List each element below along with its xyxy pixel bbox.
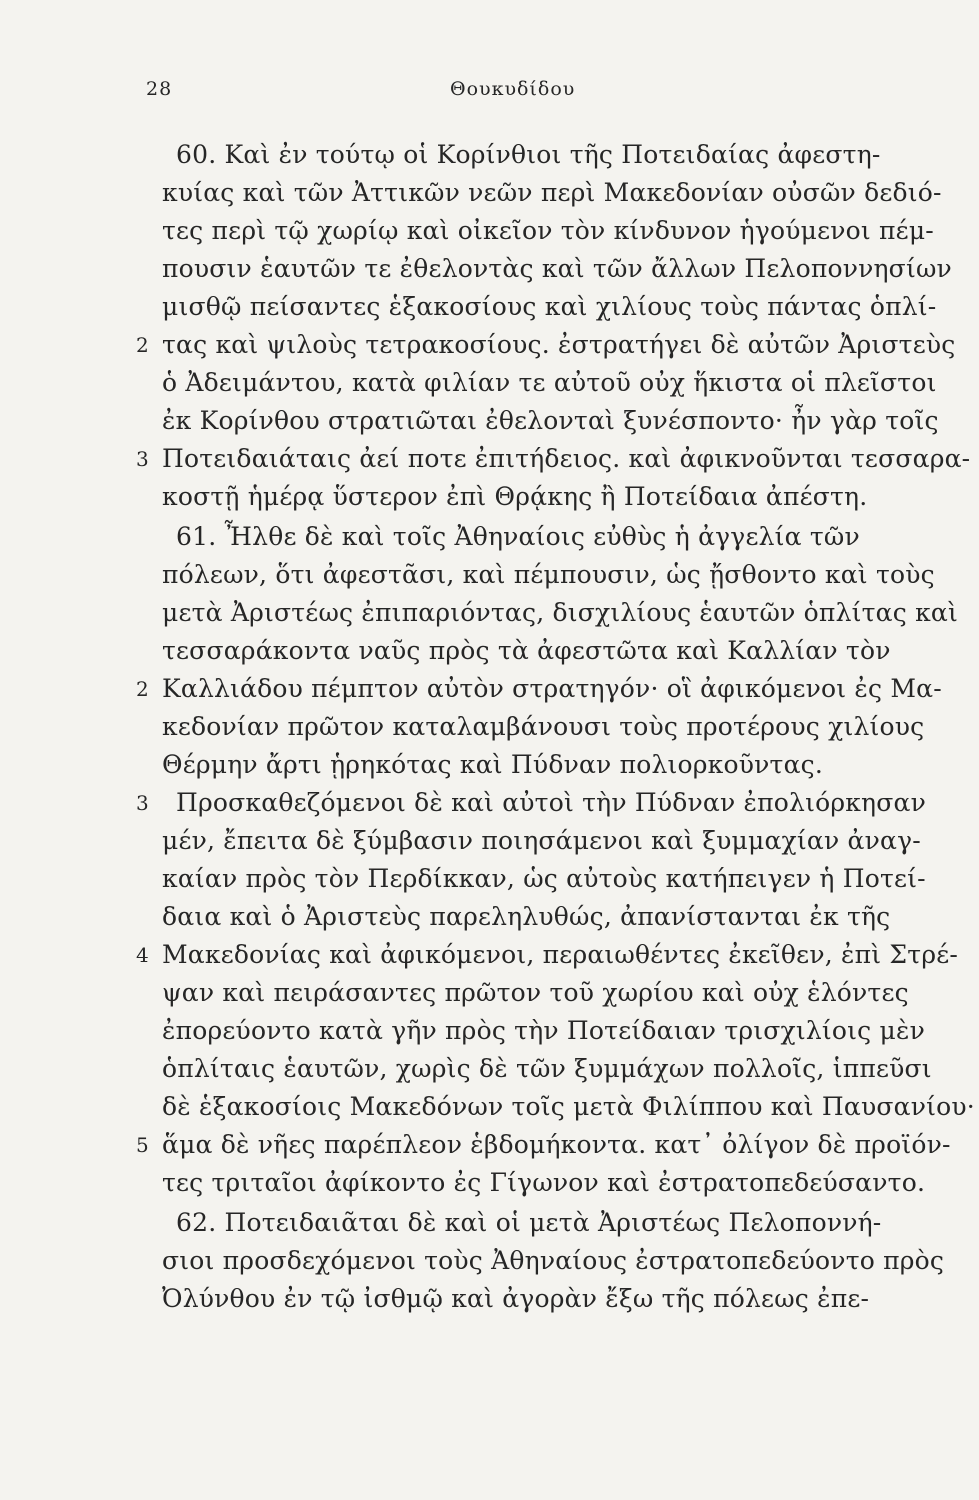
text-line: τεσσαράκοντα ναῦς πρὸς τὰ ἀφεστῶτα καὶ Καλλίαν τὸν — [162, 636, 891, 665]
text-line: ἐπορεύοντο κατὰ γῆν πρὸς τὴν Ποτείδαιαν τρισχιλίοις μὲν — [162, 1016, 925, 1045]
text-line: πουσιν ἑαυτῶν τε ἐθελοντὰς καὶ τῶν ἄλλων Πελοποννησίων — [162, 254, 952, 283]
text-line: Ποτειδαιάταις ἀεί ποτε ἐπιτήδειος. καὶ ἀφικνοῦνται τεσσαρα- — [162, 444, 971, 473]
text-line: Προσκαθεζόμενοι δὲ καὶ αὐτοὶ τὴν Πύδναν ἐπολιόρκησαν — [176, 788, 926, 817]
text-line: ἅμα δὲ νῆες παρέπλεον ἑβδομήκοντα. κατ᾽ ὀλίγον δὲ προϊόν- — [162, 1130, 951, 1159]
text-line: Θέρμην ἄρτι ᾑρηκότας καὶ Πύδναν πολιορκοῦντας. — [162, 750, 824, 779]
text-line: καίαν πρὸς τὸν Περδίκκαν, ὡς αὐτοὺς κατήπειγεν ἡ Ποτεί- — [162, 864, 926, 893]
text-line: κυίας καὶ τῶν Ἀττικῶν νεῶν περὶ Μακεδονίαν οὐσῶν δεδιό- — [162, 178, 942, 207]
page-number: 28 — [146, 78, 173, 100]
text-line: τας καὶ ψιλοὺς τετρακοσίους. ἐστρατήγει δὲ αὐτῶν Ἀριστεὺς — [162, 330, 956, 359]
text-line: πόλεων, ὅτι ἀφεστᾶσι, καὶ πέμπουσιν, ὡς ᾔσθοντο καὶ τοὺς — [162, 560, 935, 589]
text-line: ἐκ Κορίνθου στρατιῶται ἐθελονταὶ ξυνέσποντο· ἦν γὰρ τοῖς — [162, 406, 939, 435]
text-line: 61. Ἦλθε δὲ καὶ τοῖς Ἀθηναίοις εὐθὺς ἡ ἀγγελία τῶν — [176, 522, 860, 551]
text-line: μισθῷ πείσαντες ἑξακοσίους καὶ χιλίους τοὺς πάντας ὁπλί- — [162, 292, 937, 321]
text-line: δὲ ἑξακοσίοις Μακεδόνων τοῖς μετὰ Φιλίππου καὶ Παυσανίου· — [162, 1092, 975, 1121]
text-line: ὁ Ἀδειμάντου, κατὰ φιλίαν τε αὐτοῦ οὐχ ἥκιστα οἱ πλεῖστοι — [162, 368, 937, 397]
text-line: ψαν καὶ πειράσαντες πρῶτον τοῦ χωρίου καὶ οὐχ ἑλόντες — [162, 978, 909, 1007]
section-number: 2 — [136, 333, 149, 357]
text-line: μετὰ Ἀριστέως ἐπιπαριόντας, δισχιλίους ἑαυτῶν ὁπλίτας καὶ — [162, 598, 958, 627]
section-number: 4 — [136, 943, 149, 967]
text-line: 62. Ποτειδαιᾶται δὲ καὶ οἱ μετὰ Ἀριστέως Πελοποννή- — [176, 1208, 882, 1237]
text-line: Ὀλύνθου ἐν τῷ ἰσθμῷ καὶ ἀγορὰν ἔξω τῆς πόλεως ἐπε- — [162, 1284, 870, 1313]
section-number: 2 — [136, 677, 149, 701]
text-line: Μακεδονίας καὶ ἀφικόμενοι, περαιωθέντες ἐκεῖθεν, ἐπὶ Στρέ- — [162, 940, 959, 969]
text-line: ὁπλίταις ἑαυτῶν, χωρὶς δὲ τῶν ξυμμάχων πολλοῖς, ἱππεῦσι — [162, 1054, 932, 1083]
text-line: Καλλιάδου πέμπτον αὐτὸν στρατηγόν· οἳ ἀφικόμενοι ἐς Μα- — [162, 674, 942, 703]
text-line: κεδονίαν πρῶτον καταλαμβάνουσι τοὺς προτέρους χιλίους — [162, 712, 925, 741]
text-line: τες περὶ τῷ χωρίῳ καὶ οἰκεῖον τὸν κίνδυνον ἡγούμενοι πέμ- — [162, 216, 934, 245]
text-line: σιοι προσδεχόμενοι τοὺς Ἀθηναίους ἐστρατοπεδεύοντο πρὸς — [162, 1246, 945, 1275]
text-line: τες τριταῖοι ἀφίκοντο ἐς Γίγωνον καὶ ἐστρατοπεδεύσαντο. — [162, 1168, 926, 1197]
text-line: 60. Καὶ ἐν τούτῳ οἱ Κορίνθιοι τῆς Ποτειδαίας ἀφεστη- — [176, 140, 881, 169]
section-number: 5 — [136, 1133, 149, 1157]
text-line: δαια καὶ ὁ Ἀριστεὺς παρεληλυθώς, ἀπανίστανται ἐκ τῆς — [162, 902, 891, 931]
text-line: μέν, ἔπειτα δὲ ξύμβασιν ποιησάμενοι καὶ ξυμμαχίαν ἀναγ- — [162, 826, 921, 855]
section-number: 3 — [136, 791, 149, 815]
running-title: Θουκυδίδου — [450, 78, 576, 100]
text-line: κοστῇ ἡμέρᾳ ὕστερον ἐπὶ Θρᾴκης ἢ Ποτείδαια ἀπέστη. — [162, 482, 868, 511]
section-number: 3 — [136, 447, 149, 471]
